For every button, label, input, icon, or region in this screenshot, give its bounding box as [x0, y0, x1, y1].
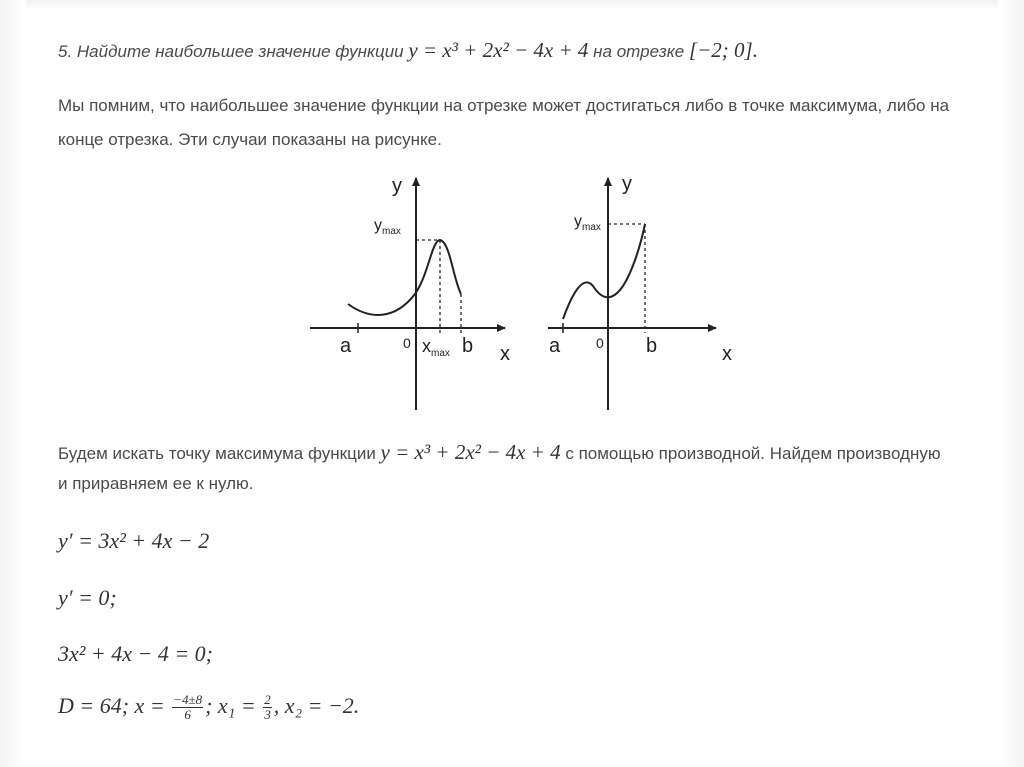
- equation-roots: [58, 693, 359, 722]
- task-prefix: 5. Найдите наибольшее значение функции: [58, 42, 404, 61]
- fraction-x: [172, 693, 203, 722]
- graph-2-curve: [563, 224, 645, 319]
- graph-2-zero-label: 0: [596, 335, 604, 351]
- equation-root1-prefix: ; x₁ =: [205, 693, 256, 718]
- graph-2-a-label: a: [549, 335, 561, 357]
- graph-2-ymax-label: $y_{max}$: [574, 213, 601, 233]
- graph-2-x-label: x: [722, 343, 732, 365]
- fraction-root1-denominator: 3: [264, 707, 271, 723]
- equation-root2: , x₂ = −2.: [273, 693, 360, 718]
- fraction-x-denominator: 6: [184, 707, 191, 723]
- page-left-shadow: [0, 0, 26, 767]
- task-middle: на отрезке: [593, 42, 685, 61]
- page-right-shadow: [998, 0, 1024, 767]
- graph-2-y-label: y: [622, 173, 632, 195]
- task-interval: [−2; 0]: [688, 38, 753, 62]
- graph-2: [548, 173, 732, 410]
- equation-discriminant: D = 64; x =: [58, 693, 165, 718]
- graph-1-zero-label: 0: [403, 335, 411, 351]
- paragraph-2-suffix: с помощью производной. Найдем производную: [565, 444, 941, 463]
- graph-1-y-label: y: [392, 175, 402, 197]
- paragraph-2-line-1: [58, 440, 941, 465]
- task-function: y = x³ + 2x² − 4x + 4: [408, 38, 589, 62]
- task-suffix: .: [752, 38, 758, 62]
- figure-two-graphs: [290, 168, 760, 418]
- graph-1-x-label: x: [500, 343, 510, 365]
- graph-1-ymax-label: $y_{max}$: [374, 217, 401, 237]
- graph-1-b-label: b: [462, 335, 474, 357]
- graph-2-b-label: b: [646, 335, 658, 357]
- equation-derivative: y′ = 3x² + 4x − 2: [58, 528, 210, 553]
- graph-1: [310, 175, 510, 410]
- task-statement: [58, 38, 758, 63]
- fraction-x-numerator: −4±8: [173, 692, 203, 708]
- equation-set-zero: y′ = 0;: [58, 585, 117, 610]
- graph-1-curve: [348, 240, 461, 315]
- paragraph-1-line-1: Мы помним, что наибольшее значение функции на отрезке может достигаться либо в точке максимума, либо на: [58, 96, 950, 115]
- page-top-shadow: [0, 0, 1024, 10]
- equation-quadratic: 3x² + 4x − 4 = 0;: [58, 641, 213, 666]
- fraction-root1: [263, 693, 272, 722]
- paragraph-2-prefix: Будем искать точку максимума функции: [58, 444, 376, 463]
- fraction-root1-numerator: 2: [264, 692, 271, 708]
- graph-1-a-label: a: [340, 335, 352, 357]
- paragraph-2-function: y = x³ + 2x² − 4x + 4: [380, 440, 561, 464]
- graph-1-xmax-label: $x_{max}$: [422, 336, 450, 359]
- paragraph-1-line-2: конце отрезка. Эти случаи показаны на рисунке.: [58, 130, 442, 149]
- paragraph-2-line-2: и приравняем ее к нулю.: [58, 474, 254, 493]
